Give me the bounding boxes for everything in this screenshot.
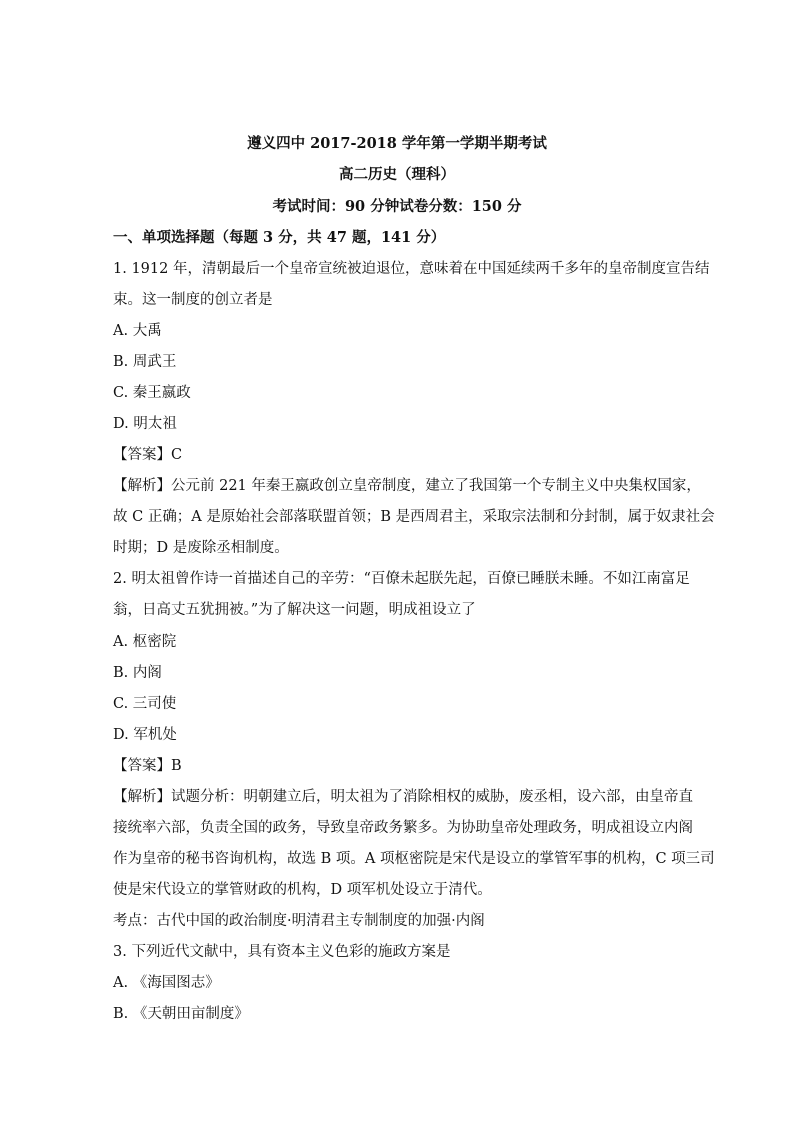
- question-2-analysis-line-1: 【解析】试题分析：明朝建立后，明太祖为了消除相权的威胁，废丞相，设六部，由皇帝直: [113, 789, 693, 805]
- question-2-option-c: C. 三司使: [113, 696, 177, 712]
- question-2-option-d: D. 军机处: [113, 727, 177, 743]
- question-2-stem-line-2: 翁，日高丈五犹拥被。”为了解决这一问题，明成祖设立了: [113, 602, 476, 618]
- question-2-analysis-line-3: 作为皇帝的秘书咨询机构，故选 B 项。A 项枢密院是宋代是设立的掌管军事的机构，C 项三司: [113, 851, 715, 867]
- section-heading: 一、单项选择题（每题 3 分，共 47 题，141 分）: [113, 229, 446, 246]
- question-1-stem-line-1: 1. 1912 年，清朝最后一个皇帝宣统被迫退位，意味着在中国延续两千多年的皇帝制度宣告结: [113, 261, 710, 277]
- exam-subtitle: 高二历史（理科）: [339, 166, 455, 183]
- question-2-stem-line-1: 2. 明太祖曾作诗一首描述自己的辛劳：“百僚未起朕先起，百僚已睡朕未睡。不如江南富足: [113, 571, 690, 587]
- question-3-stem-line-1: 3. 下列近代文献中，具有资本主义色彩的施政方案是: [113, 944, 451, 960]
- question-1-stem-line-2: 束。这一制度的创立者是: [113, 292, 273, 308]
- question-2-option-b: B. 内阁: [113, 665, 162, 681]
- question-3-option-b: B. 《天朝田亩制度》: [113, 1006, 249, 1022]
- question-1-option-d: D. 明太祖: [113, 416, 177, 432]
- question-1-option-b: B. 周武王: [113, 354, 177, 370]
- question-1-analysis-line-2: 故 C 正确；A 是原始社会部落联盟首领；B 是西周君主，采取宗法制和分封制，属于奴隶社会: [113, 509, 715, 525]
- question-2-option-a: A. 枢密院: [113, 634, 177, 650]
- question-2-answer: 【答案】B: [113, 758, 182, 774]
- question-1-analysis-line-3: 时期；D 是废除丞相制度。: [113, 540, 289, 556]
- question-3-option-a: A. 《海国图志》: [113, 975, 220, 991]
- question-1-option-c: C. 秦王嬴政: [113, 385, 191, 401]
- question-2-analysis-line-2: 接统率六部，负责全国的政务，导致皇帝政务繁多。为协助皇帝处理政务，明成祖设立内阁: [113, 820, 693, 836]
- exam-info: 考试时间：90 分钟试卷分数：150 分: [272, 198, 522, 215]
- exam-title: 遵义四中 2017-2018 学年第一学期半期考试: [247, 135, 547, 152]
- question-2-kaodian: 考点：古代中国的政治制度·明清君主专制制度的加强·内阁: [113, 913, 485, 929]
- question-2-analysis-line-4: 使是宋代设立的掌管财政的机构，D 项军机处设立于清代。: [113, 882, 492, 898]
- question-1-analysis-line-1: 【解析】公元前 221 年秦王嬴政创立皇帝制度，建立了我国第一个专制主义中央集权国家，: [113, 478, 701, 494]
- question-1-answer: 【答案】C: [113, 447, 183, 463]
- question-1-option-a: A. 大禹: [113, 323, 162, 339]
